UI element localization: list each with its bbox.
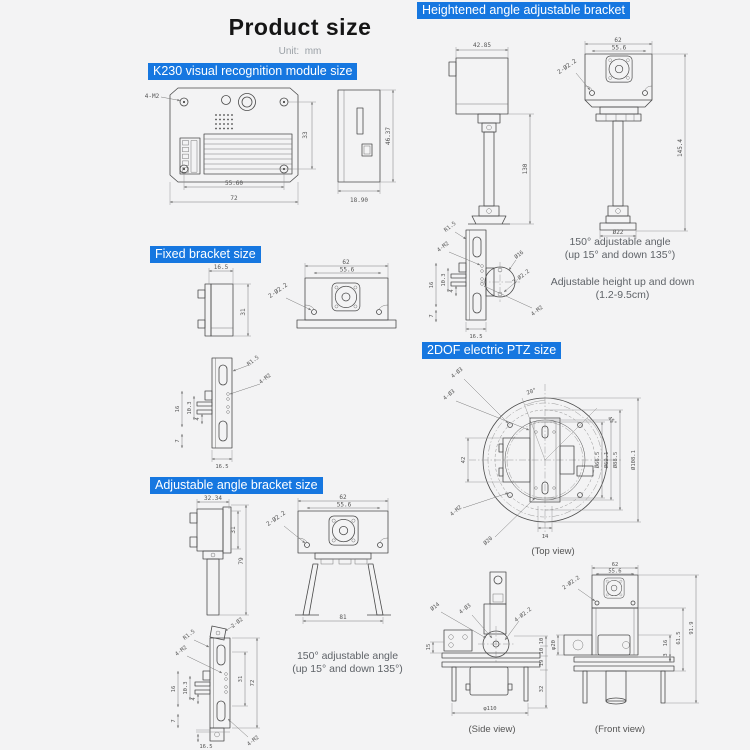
heightened-head-width: 62: [614, 37, 622, 44]
heightened-overall-height: 145.4: [677, 138, 684, 158]
adjustable-plate-drawing: [148, 616, 323, 750]
adjustable-head-inner-width: 55.6: [336, 501, 352, 509]
fixed-plate-d4: 4: [195, 417, 201, 421]
heightened-pole-height: 130: [522, 163, 529, 175]
fixed-plate-drawing: [168, 350, 333, 480]
fixed-side-view: [198, 264, 251, 336]
ptz-dia1: Ø66.5: [595, 451, 601, 469]
adjustable-base-width: 81: [339, 614, 347, 621]
fixed-plate-radius: R1.5: [246, 354, 261, 368]
section-header-k230: K230 visual recognition module size: [148, 63, 357, 80]
page-title: Product size: [228, 14, 372, 40]
heightened-head-inner-width: 55.6: [611, 44, 627, 52]
ptz-front-d16: 16: [663, 639, 669, 647]
k230-side-view: [338, 90, 380, 182]
adjustable-plate-d10-3: 10.3: [183, 681, 189, 695]
ptz-front-d3: 3: [663, 653, 669, 657]
k230-depth: 18.90: [349, 197, 369, 204]
ptz-dia4: Ø108.1: [631, 450, 637, 470]
heightened-plate-screws: 4-M2: [436, 240, 451, 254]
ptz-d14: 14: [541, 534, 549, 540]
heightened-head-depth: 42.85: [472, 42, 492, 49]
fixed-head-holes: 2-Ø2.2: [267, 281, 290, 300]
ptz-front-h-total: 91.9: [689, 621, 695, 635]
adjustable-side-view: [190, 495, 249, 615]
heightened-plate-hub: Ø16: [513, 249, 526, 261]
adjustable-note-angle: [280, 650, 415, 676]
ptz-front-servo-dia: φ20: [551, 640, 557, 650]
adjustable-plate-radius: R1.5: [182, 628, 197, 642]
adjustable-plate-d72: 72: [250, 679, 256, 687]
ptz-side-dia14: Ø14: [429, 601, 442, 613]
heightened-plate-d7: 7: [429, 314, 435, 318]
adjustable-front-view: [265, 494, 391, 624]
ptz-top-screws: 4-M2: [449, 504, 464, 518]
adjustable-plate-d31: 31: [238, 675, 244, 683]
fixed-head-inner-width: 55.6: [339, 266, 355, 274]
heightened-plate-radius: R1.5: [443, 220, 458, 234]
adjustable-plate-top-holes: 2-Ø2: [230, 616, 245, 630]
ptz-holes-a: 4-Ø3: [450, 366, 465, 380]
section-header-ptz: 2DOF electric PTZ size: [422, 342, 561, 359]
ptz-side-d32: 32: [539, 685, 545, 693]
unit-label: Unit: mm: [278, 46, 322, 57]
adjustable-plate-screws-b: 4-M2: [246, 734, 261, 748]
ptz-front-width: 62: [611, 562, 619, 568]
ptz-side-d19: 19: [539, 659, 545, 667]
ptz-top-hub: Ø20: [482, 535, 495, 547]
section-header-adjustable: Adjustable angle bracket size: [150, 477, 323, 494]
heightened-note-height: [525, 276, 720, 302]
note-line: (1.2-9.5cm): [595, 289, 650, 301]
ptz-side-d10b: 10: [539, 647, 545, 655]
k230-front-view: [170, 88, 298, 182]
note-line: 150° adjustable angle: [296, 650, 399, 662]
ptz-d42: 42: [461, 456, 467, 464]
adjustable-bracket-drawing: [145, 493, 415, 625]
ptz-side-view: [426, 572, 548, 735]
adjustable-plate-d4: 4: [191, 697, 197, 701]
fixed-bracket-drawing: [145, 258, 400, 350]
k230-height: 46.37: [385, 126, 392, 146]
ptz-angle-45: 45°: [606, 415, 618, 427]
heightened-plate-hub-holes: 2-Ø2.2: [511, 268, 532, 286]
ptz-top-dimensions: [442, 366, 641, 547]
heightened-plate-d10-3: 10.3: [441, 273, 447, 287]
adjustable-side-height: 79: [238, 557, 245, 565]
ptz-front-h-mid: 61.5: [676, 631, 682, 645]
fixed-plate-screws: 4-M2: [258, 372, 273, 386]
note-line: Adjustable height up and down: [550, 276, 695, 288]
fixed-head-width: 62: [342, 259, 350, 266]
fixed-side-width: 16.5: [213, 264, 229, 271]
ptz-front-holes: 2-Ø2.2: [561, 575, 582, 592]
section-header-fixed: Fixed bracket size: [150, 246, 261, 263]
fixed-plate-d16: 16: [175, 405, 181, 413]
section-header-heightened: Heightened angle adjustable bracket: [417, 2, 630, 19]
heightened-front-view: [556, 37, 688, 239]
k230-inner-width: 55.60: [224, 180, 244, 187]
adjustable-side-width: 32.34: [203, 495, 223, 502]
heightened-side-view: [449, 42, 534, 224]
fixed-front-view: [267, 259, 396, 328]
ptz-bottom-drawings: [420, 558, 750, 740]
ptz-side-d15: 15: [426, 643, 432, 651]
k230-screw-label: 4-M2: [144, 93, 160, 100]
ptz-front-inner: 55.6: [608, 568, 622, 575]
fixed-plate-d7: 7: [175, 439, 181, 443]
fixed-side-height: 31: [240, 308, 247, 316]
adjustable-head-width: 62: [339, 494, 347, 501]
adjustable-plate-d7: 7: [171, 719, 177, 723]
heightened-plate-d16-5: 16.5: [469, 334, 483, 340]
fixed-plate-d10-3: 10.3: [187, 401, 193, 415]
k230-side-dimensions: [338, 90, 396, 204]
ptz-side-holes3: 4-Ø3: [458, 602, 473, 616]
note-line: (up 15° and down 135°): [292, 663, 403, 675]
adjustable-side-inner: 31: [230, 526, 237, 534]
k230-drawing: [140, 82, 400, 220]
ptz-holes-b: 4-Ø3: [442, 388, 457, 402]
note-line: 150° adjustable angle: [569, 236, 671, 248]
adjustable-plate-d16: 16: [171, 685, 177, 693]
ptz-angle-20: 20°: [525, 387, 538, 397]
fixed-plate-d16-5: 16.5: [215, 464, 229, 470]
ptz-side-caption: (Side view): [468, 724, 516, 735]
heightened-base-diameter: Ø22: [612, 229, 624, 236]
heightened-plate-d16: 16: [429, 281, 435, 289]
ptz-top-caption: (Top view): [531, 546, 575, 557]
ptz-side-base: φ110: [483, 706, 497, 712]
adjustable-plate-screws: 4-M2: [174, 644, 189, 658]
ptz-side-d10a: 10: [539, 637, 545, 645]
heightened-plate-screws-b: 4-M2: [530, 304, 545, 318]
k230-overall-width: 72: [230, 195, 238, 202]
ptz-front-view: [551, 562, 699, 735]
ptz-dia2: Ø69.1: [604, 451, 610, 469]
adjustable-head-holes: 2-Ø2.2: [265, 509, 288, 528]
ptz-front-caption: (Front view): [594, 724, 646, 735]
heightened-head-holes: 2-Ø2.2: [556, 57, 579, 76]
note-line: (up 15° and down 135°): [564, 249, 676, 261]
ptz-top-view-drawing: [435, 360, 750, 560]
heightened-plate-d4: 4: [449, 289, 455, 293]
heightened-note-angle: [535, 236, 705, 262]
ptz-side-holes22: 4-Ø2.2: [513, 606, 534, 624]
ptz-dia3: Ø88.5: [613, 451, 619, 469]
k230-hole-spacing: 33: [302, 131, 309, 139]
adjustable-plate-d16-5: 16.5: [199, 744, 213, 750]
